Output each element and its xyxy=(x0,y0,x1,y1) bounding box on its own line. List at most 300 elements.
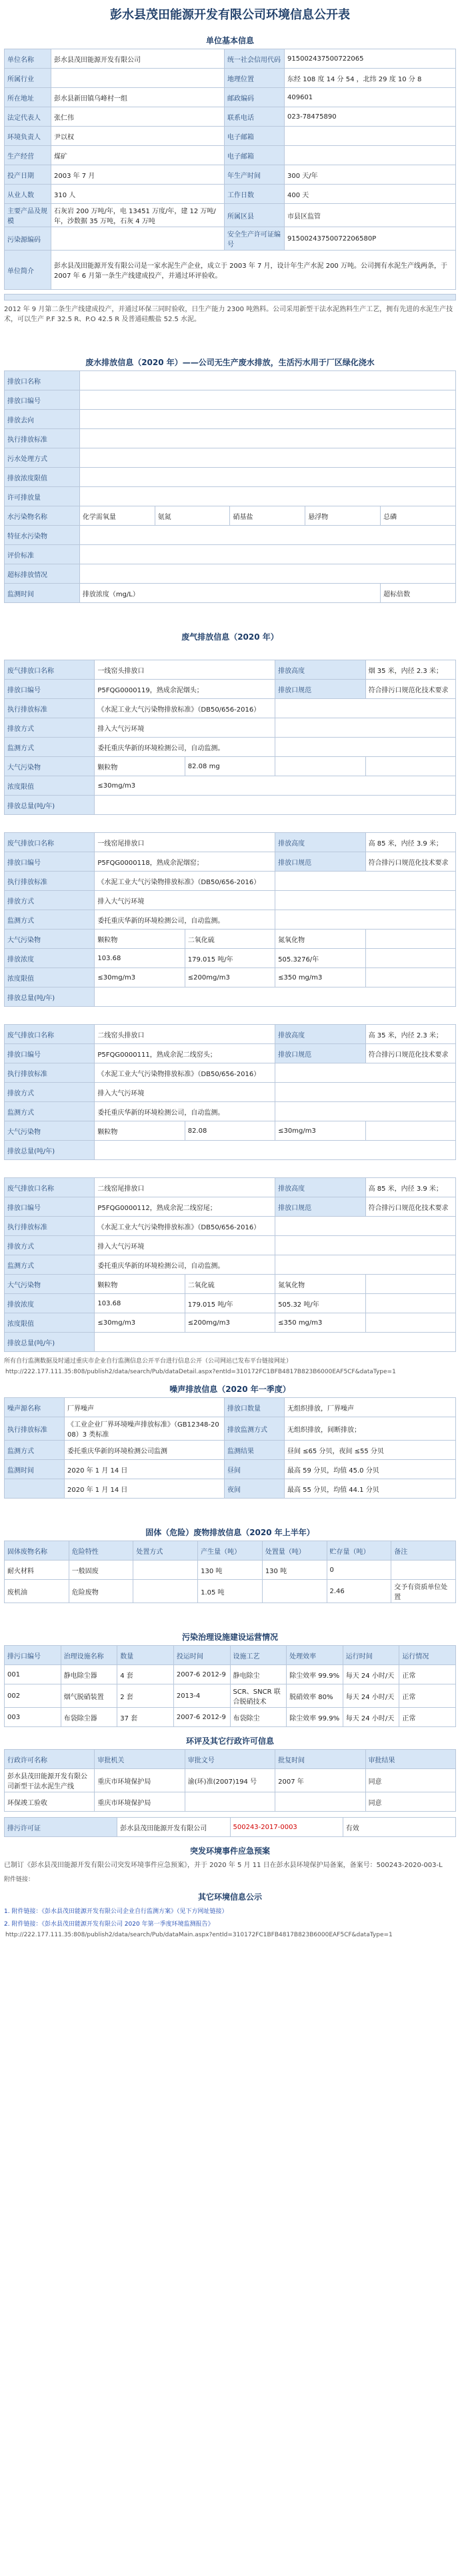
basic-row xyxy=(5,146,456,165)
air-outlet-table xyxy=(4,660,456,815)
air-label: 排放高度 xyxy=(275,1178,365,1197)
air-label: 执行排放标准 xyxy=(5,699,95,718)
air-value: 高 85 米，内径 3.9 米； xyxy=(365,833,455,852)
eia-cell: 环保竣工验收 xyxy=(5,1792,95,1812)
air-value: 505.32 吨/年 xyxy=(275,1294,365,1313)
air-empty xyxy=(365,1275,455,1294)
air-label: 废气排放口名称 xyxy=(5,660,95,680)
water-value xyxy=(79,545,455,564)
field-value: 400 天 xyxy=(285,185,456,204)
field-label: 联系电话 xyxy=(225,107,285,127)
air-empty xyxy=(275,699,456,718)
air-value: 颗粒物 xyxy=(95,1121,185,1141)
field-label: 工作日数 xyxy=(225,185,285,204)
air-label: 排放总量(吨/年) xyxy=(5,987,95,1007)
facility-cell: 静电除尘器 xyxy=(61,1665,117,1684)
water-value xyxy=(79,564,455,584)
waste-cell: 2.46 xyxy=(327,1580,391,1603)
air-value: P5FQG0000119，熟成余泥烟头； xyxy=(95,680,275,699)
waste-table xyxy=(4,1541,456,1603)
eia-section-title: 环评及其它行政许可信息 xyxy=(185,1736,274,1746)
air-value: 二线窑头排放口 xyxy=(95,1025,275,1044)
air-value: ≤200mg/m3 xyxy=(185,968,275,987)
facility-cell: 除尘效率 99.9% xyxy=(287,1708,343,1727)
noise-label: 排放口数量 xyxy=(225,1398,285,1417)
monitor-link[interactable]: http://222.177.111.35:808/publish2/data/search/Pub/dataDetail.aspx?entId=310172FC1BFB4817B823B6000EAF5CF&dataType=1 xyxy=(5,1369,396,1375)
eia-header: 行政许可名称 xyxy=(5,1750,95,1769)
air-value: 烟 35 米，内径 2.3 米； xyxy=(365,660,455,680)
air-value: 委托重庆华新的环境检测公司，自动监测。 xyxy=(95,1102,275,1121)
field-label: 所在地址 xyxy=(5,88,51,107)
water-pollutant: 总磷 xyxy=(381,506,456,526)
facility-header: 排污口编号 xyxy=(5,1646,61,1665)
water-pollutant: 水污染物名称 xyxy=(5,506,80,526)
waste-cell: 交予有资质单位处置 xyxy=(391,1580,456,1603)
field-label: 投产日期 xyxy=(5,165,51,185)
air-label: 大气污染物 xyxy=(5,930,95,949)
air-value: ≤350 mg/m3 xyxy=(275,968,365,987)
air-value: 氮氧化物 xyxy=(275,930,365,949)
water-pollutant: 悬浮物 xyxy=(305,506,381,526)
facility-header: 设施工艺 xyxy=(230,1646,287,1665)
eia-cell: 渝(环)准(2007)194 号 xyxy=(185,1769,275,1792)
air-empty xyxy=(365,757,455,776)
field-value xyxy=(285,127,456,146)
air-label: 排放高度 xyxy=(275,660,365,680)
air-label: 监测方式 xyxy=(5,1102,95,1121)
air-empty xyxy=(365,968,455,987)
water-label: 排放浓度限值 xyxy=(5,468,80,487)
facility-cell: 布袋除尘 xyxy=(230,1708,287,1727)
facility-section-title: 污染治理设施建设运营情况 xyxy=(181,1632,278,1642)
air-value: 《水泥工业大气污染物排放标准》（DB50/656-2016） xyxy=(95,1063,275,1083)
air-empty xyxy=(275,872,456,891)
eia-header: 批复时间 xyxy=(275,1750,365,1769)
air-empty xyxy=(95,1333,456,1352)
other-link[interactable]: http://222.177.111.35:808/publish2/data/search/Pub/dataMain.aspx?entId=310172FC1BFB4817B823B6000EAF5CF&dataType=1 xyxy=(5,1932,393,1938)
water-unit: 排放浓度（mg/L） xyxy=(79,584,380,603)
air-label: 废气排放口名称 xyxy=(5,833,95,852)
field-value: 2003 年 7 月 xyxy=(51,165,225,185)
field-label: 所属行业 xyxy=(5,69,51,88)
facility-cell: 正常 xyxy=(399,1708,456,1727)
waste-cell xyxy=(133,1561,198,1580)
field-value: 310 人 xyxy=(51,185,225,204)
air-value: 82.08 mg xyxy=(185,757,275,776)
facility-header: 运行时间 xyxy=(343,1646,399,1665)
field-label: 统一社会信用代码 xyxy=(225,49,285,69)
water-label: 排放口名称 xyxy=(5,371,80,390)
facility-header: 治理设施名称 xyxy=(61,1646,117,1665)
air-label: 废气排放口名称 xyxy=(5,1025,95,1044)
air-value: ≤200mg/m3 xyxy=(185,1313,275,1333)
noise-label: 监测结果 xyxy=(225,1441,285,1460)
air-label: 大气污染物 xyxy=(5,1275,95,1294)
facility-cell: SCR、SNCR 联合脱硝技术 xyxy=(230,1684,287,1708)
air-empty xyxy=(275,910,456,930)
eia-cell: 重庆市环境保护局 xyxy=(95,1792,185,1812)
divider xyxy=(4,294,456,301)
air-outlet-table xyxy=(4,832,456,1007)
air-value: 符合排污口规范化技术要求 xyxy=(365,1197,455,1217)
noise-label: 夜间 xyxy=(225,1479,285,1499)
air-label: 监测方式 xyxy=(5,738,95,757)
water-label: 执行排放标准 xyxy=(5,429,80,448)
eia-header: 审批机关 xyxy=(95,1750,185,1769)
waste-cell: 130 吨 xyxy=(198,1561,263,1580)
noise-label: 排放监测方式 xyxy=(225,1417,285,1441)
water-value xyxy=(79,429,455,448)
facility-cell: 2 套 xyxy=(117,1684,174,1708)
field-value: 东经 108 度 14 分 54 ，北纬 29 度 10 分 8 xyxy=(285,69,456,88)
noise-label: 执行排放标准 xyxy=(5,1417,65,1441)
waste-cell: 1.05 吨 xyxy=(198,1580,263,1603)
air-label: 执行排放标准 xyxy=(5,1217,95,1236)
field-value: 彭水县茂田能源开发有限公司是一家水泥生产企业，成立于 2003 年 7 月，设计年生产水泥 200 万吨。公司拥有水泥生产线两条，于 2007 年 6 月第一条生产线建成投产，并通过环评验收。 xyxy=(51,251,456,290)
air-empty xyxy=(275,1255,456,1275)
field-label: 电子邮箱 xyxy=(225,127,285,146)
field-value xyxy=(51,69,225,88)
emergency-section-title: 突发环境事件应急预案 xyxy=(189,1846,270,1856)
air-label: 排放口编号 xyxy=(5,680,95,699)
field-value: 尹以权 xyxy=(51,127,225,146)
air-label: 排放方式 xyxy=(5,1083,95,1102)
eia-cell: 彭水县茂田能源开发有限公司新型干法水泥生产线 xyxy=(5,1769,95,1792)
air-value: ≤30mg/m3 xyxy=(95,1313,185,1333)
facility-cell: 003 xyxy=(5,1708,61,1727)
waste-cell xyxy=(391,1561,456,1580)
field-value: 彭水县茂田能源开发有限公司 xyxy=(51,49,225,69)
basic-row xyxy=(5,227,456,251)
field-value: 023-78475890 xyxy=(285,107,456,127)
field-value: 市县区监管 xyxy=(285,204,456,227)
water-value xyxy=(79,526,455,545)
field-value: 300 天/年 xyxy=(285,165,456,185)
noise-label: 监测时间 xyxy=(5,1460,65,1479)
air-value: 氮氧化物 xyxy=(275,1275,365,1294)
facility-cell: 2007-6 2012-9 xyxy=(173,1708,230,1727)
noise-value: 无组织排放，间断排放； xyxy=(285,1417,456,1441)
noise-value: 厂界噪声 xyxy=(65,1398,225,1417)
air-value: 颗粒物 xyxy=(95,757,185,776)
field-label: 地理位置 xyxy=(225,69,285,88)
air-value: 103.68 xyxy=(95,1294,185,1313)
noise-label: 监测方式 xyxy=(5,1441,65,1460)
air-label: 排放总量(吨/年) xyxy=(5,1141,95,1160)
air-empty xyxy=(365,1294,455,1313)
facility-cell: 每天 24 小时/天 xyxy=(343,1684,399,1708)
facility-header: 运行情况 xyxy=(399,1646,456,1665)
air-empty xyxy=(275,738,456,757)
air-empty xyxy=(365,1121,455,1141)
facility-table xyxy=(4,1645,456,1727)
waste-header: 固体废物名称 xyxy=(5,1541,69,1561)
air-label: 浓度限值 xyxy=(5,776,95,796)
field-label: 年生产时间 xyxy=(225,165,285,185)
other-section-title: 其它环境信息公示 xyxy=(197,1892,262,1902)
waste-header: 危险特性 xyxy=(69,1541,133,1561)
air-empty xyxy=(275,891,456,910)
basic-row xyxy=(5,165,456,185)
air-value: 颗粒物 xyxy=(95,930,185,949)
eia-cell: 同意 xyxy=(365,1769,455,1792)
air-value: 颗粒物 xyxy=(95,1275,185,1294)
air-value: 《水泥工业大气污染物排放标准》（DB50/656-2016） xyxy=(95,1217,275,1236)
eia-cell xyxy=(185,1792,275,1812)
facility-cell: 37 套 xyxy=(117,1708,174,1727)
air-label: 执行排放标准 xyxy=(5,1063,95,1083)
basic-row xyxy=(5,88,456,107)
field-value: 石灰岩 200 万吨/年，电 13451 万度/年，建 12 万吨/年，沙数据 35 万吨，石灰 4 万吨 xyxy=(51,204,225,227)
air-section-title: 废气排放信息（2020 年） xyxy=(181,632,279,642)
air-label: 大气污染物 xyxy=(5,1121,95,1141)
waste-header: 产生量（吨） xyxy=(198,1541,263,1561)
air-value: 二线窑尾排放口 xyxy=(95,1178,275,1197)
water-value xyxy=(79,487,455,506)
field-value: 张仁伟 xyxy=(51,107,225,127)
air-label: 废气排放口名称 xyxy=(5,1178,95,1197)
air-value: 高 35 米，内径 2.3 米； xyxy=(365,1025,455,1044)
eia-cell xyxy=(275,1792,365,1812)
air-value: 179.015 吨/年 xyxy=(185,949,275,968)
field-value: 91500243750072206580P xyxy=(285,227,456,251)
eia-cell: 重庆市环境保护局 xyxy=(95,1769,185,1792)
air-label: 执行排放标准 xyxy=(5,872,95,891)
field-label: 单位名称 xyxy=(5,49,51,69)
water-pollutant: 氨氮 xyxy=(155,506,230,526)
field-label: 电子邮箱 xyxy=(225,146,285,165)
air-empty xyxy=(275,1217,456,1236)
facility-cell: 正常 xyxy=(399,1684,456,1708)
facility-cell: 烟气脱硝装置 xyxy=(61,1684,117,1708)
air-empty xyxy=(365,930,455,949)
water-section-title: 废水排放信息（2020 年）——公司无生产废水排放，生活污水用于厂区绿化浇水 xyxy=(85,358,375,367)
basic-section-title: 单位基本信息 xyxy=(205,36,254,45)
air-value: ≤30mg/m3 xyxy=(95,968,185,987)
facility-cell: 2007-6 2012-9 xyxy=(173,1665,230,1684)
field-label: 环境负责人 xyxy=(5,127,51,146)
air-value: 《水泥工业大气污染物排放标准》（DB50/656-2016） xyxy=(95,699,275,718)
air-label: 排放高度 xyxy=(275,833,365,852)
air-empty xyxy=(95,1141,456,1160)
field-label: 主要产品及规模 xyxy=(5,204,51,227)
waste-cell: 一般固废 xyxy=(69,1561,133,1580)
noise-value: 2020 年 1 月 14 日 xyxy=(65,1479,225,1499)
noise-label: 噪声源名称 xyxy=(5,1398,65,1417)
waste-cell: 130 吨 xyxy=(262,1561,327,1580)
air-label: 监测方式 xyxy=(5,910,95,930)
noise-value: 最高 55 分贝，均值 44.1 分贝 xyxy=(285,1479,456,1499)
basic-row xyxy=(5,49,456,69)
other-item-1[interactable]: 1. 附件链接：《彭水县茂田能源开发有限公司企业自行监测方案》（见下方网址链接） xyxy=(4,1908,228,1915)
air-value: 排入大气污环境 xyxy=(95,891,275,910)
field-label: 所属区县 xyxy=(225,204,285,227)
air-empty xyxy=(275,1083,456,1102)
basic-row xyxy=(5,107,456,127)
air-value: 82.08 xyxy=(185,1121,275,1141)
self-monitor-note: 所有自行监测数据及时通过重庆市企业自行监测信息公开平台进行信息公开（公司网站已发布平台链接网址） xyxy=(4,1358,293,1365)
facility-cell: 每天 24 小时/天 xyxy=(343,1665,399,1684)
air-empty xyxy=(275,1102,456,1121)
air-empty xyxy=(365,1313,455,1333)
noise-value: 《工业企业厂界环境噪声排放标准》（GB12348-2008）3 类标准 xyxy=(65,1417,225,1441)
air-value: 103.68 xyxy=(95,949,185,968)
air-label: 监测方式 xyxy=(5,1255,95,1275)
waste-cell: 废机油 xyxy=(5,1580,69,1603)
facility-cell: 4 套 xyxy=(117,1665,174,1684)
air-value: 排入大气污环境 xyxy=(95,1236,275,1255)
water-value xyxy=(79,371,455,390)
air-label: 浓度限值 xyxy=(5,1313,95,1333)
other-item-2[interactable]: 2. 附件链接：《彭水县茂田能源开发有限公司 2020 年第一季度环境监测报告》 xyxy=(4,1921,214,1928)
air-label: 排放方式 xyxy=(5,891,95,910)
air-empty xyxy=(275,1236,456,1255)
field-label: 安全生产许可证编号 xyxy=(225,227,285,251)
waste-header: 备注 xyxy=(391,1541,456,1561)
field-label: 生产经营 xyxy=(5,146,51,165)
air-value: 排入大气污环境 xyxy=(95,1083,275,1102)
water-label: 特征水污染物 xyxy=(5,526,80,545)
waste-header: 贮存量（吨） xyxy=(327,1541,391,1561)
noise-value: 昼间 ≤65 分贝，夜间 ≤55 分贝 xyxy=(285,1441,456,1460)
water-label: 排放去向 xyxy=(5,410,80,429)
field-label: 法定代表人 xyxy=(5,107,51,127)
water-value xyxy=(79,390,455,410)
facility-cell: 每天 24 小时/天 xyxy=(343,1708,399,1727)
air-value: 二氧化硫 xyxy=(185,1275,275,1294)
facility-cell: 静电除尘 xyxy=(230,1665,287,1684)
facility-cell: 001 xyxy=(5,1665,61,1684)
air-label: 排放口编号 xyxy=(5,852,95,872)
field-value xyxy=(285,146,456,165)
air-label: 排放口规范 xyxy=(275,1044,365,1063)
basic-row xyxy=(5,251,456,290)
air-empty xyxy=(365,949,455,968)
air-value: 二氧化硫 xyxy=(185,930,275,949)
water-limit-label: 监测时间 xyxy=(5,584,80,603)
air-value: P5FQG0000118，熟成余泥烟窑； xyxy=(95,852,275,872)
water-value xyxy=(79,448,455,468)
waste-cell: 危险废物 xyxy=(69,1580,133,1603)
waste-cell xyxy=(133,1580,198,1603)
water-unit2: 超标倍数 xyxy=(381,584,456,603)
permit-number: 500243-2017-0003 xyxy=(230,1818,343,1837)
air-label: 排放总量(吨/年) xyxy=(5,796,95,815)
basic-info-table xyxy=(4,49,456,290)
waste-cell: 耐火材料 xyxy=(5,1561,69,1580)
noise-value: 无组织排放，厂界噪声 xyxy=(285,1398,456,1417)
air-label: 排放浓度 xyxy=(5,1294,95,1313)
facility-cell: 脱硝效率 80% xyxy=(287,1684,343,1708)
water-label: 排放口编号 xyxy=(5,390,80,410)
facility-header: 数量 xyxy=(117,1646,174,1665)
waste-cell: 0 xyxy=(327,1561,391,1580)
air-value: 委托重庆华新的环境检测公司，自动监测。 xyxy=(95,910,275,930)
air-label: 排放口编号 xyxy=(5,1044,95,1063)
permit-label: 排污许可证 xyxy=(5,1818,117,1837)
air-value: P5FQG0000112，熟成余泥二线窑尾； xyxy=(95,1197,275,1217)
air-label: 浓度限值 xyxy=(5,968,95,987)
facility-header: 投运时间 xyxy=(173,1646,230,1665)
air-value: 排入大气污环境 xyxy=(95,718,275,738)
noise-label: 昼间 xyxy=(225,1460,285,1479)
eia-cell: 同意 xyxy=(365,1792,455,1812)
field-value: 煤矿 xyxy=(51,146,225,165)
eia-table xyxy=(4,1749,456,1812)
air-empty xyxy=(275,718,456,738)
water-label: 许可排放量 xyxy=(5,487,80,506)
air-outlet-table xyxy=(4,1024,456,1160)
permit-table xyxy=(4,1817,456,1837)
field-label: 单位简介 xyxy=(5,251,51,290)
facility-cell: 2013-4 xyxy=(173,1684,230,1708)
facility-header: 处理效率 xyxy=(287,1646,343,1665)
air-label: 排放方式 xyxy=(5,718,95,738)
page-title: 彭水县茂田能源开发有限公司环境信息公开表 xyxy=(110,8,350,22)
waste-section-title: 固体（危险）废物排放信息（2020 年上半年） xyxy=(145,1528,315,1537)
basic-row xyxy=(5,185,456,204)
field-label: 污染源编码 xyxy=(5,227,51,251)
facility-cell: 002 xyxy=(5,1684,61,1708)
noise-table xyxy=(4,1397,456,1499)
water-label: 污水处理方式 xyxy=(5,448,80,468)
air-label: 排放口规范 xyxy=(275,852,365,872)
water-label: 超标排放情况 xyxy=(5,564,80,584)
eia-header: 审批结果 xyxy=(365,1750,455,1769)
air-value: 符合排污口规范化技术要求 xyxy=(365,680,455,699)
emergency-text: 已制订《彭水县茂田能源开发有限公司突发环境事件应急预案》，并于 2020 年 5 月 11 日在彭水县环境保护局备案，备案号：500243-2020-003-L xyxy=(4,1862,443,1869)
air-value: ≤350 mg/m3 xyxy=(275,1313,365,1333)
permit-status: 有效 xyxy=(343,1818,455,1837)
air-value: 符合排污口规范化技术要求 xyxy=(365,1044,455,1063)
noise-value: 最高 59 分贝，均值 45.0 分贝 xyxy=(285,1460,456,1479)
noise-value: 委托重庆华新的环境检测公司监测 xyxy=(65,1441,225,1460)
facility-cell: 正常 xyxy=(399,1665,456,1684)
air-empty xyxy=(95,796,456,815)
water-value xyxy=(79,410,455,429)
water-value xyxy=(79,468,455,487)
waste-cell xyxy=(262,1580,327,1603)
field-value: 彭水县新田镇乌峰村一组 xyxy=(51,88,225,107)
noise-label xyxy=(5,1479,65,1499)
field-value xyxy=(51,227,225,251)
water-table xyxy=(4,370,456,603)
basic-row xyxy=(5,204,456,227)
air-empty xyxy=(275,1063,456,1083)
permit-holder: 彭水县茂田能源开发有限公司 xyxy=(117,1818,230,1837)
noise-value: 2020 年 1 月 14 日 xyxy=(65,1460,225,1479)
air-label: 排放高度 xyxy=(275,1025,365,1044)
air-value: 《水泥工业大气污染物排放标准》（DB50/656-2016） xyxy=(95,872,275,891)
air-outlets xyxy=(0,660,460,1352)
field-value: 409601 xyxy=(285,88,456,107)
air-value: 179.015 吨/年 xyxy=(185,1294,275,1313)
air-value: 委托重庆华新的环境检测公司，自动监测。 xyxy=(95,1255,275,1275)
air-label: 排放浓度 xyxy=(5,949,95,968)
air-value: ≤30mg/m3 xyxy=(95,776,456,796)
water-pollutant: 化学需氧量 xyxy=(79,506,155,526)
air-label: 大气污染物 xyxy=(5,757,95,776)
air-value: ≤30mg/m3 xyxy=(275,1121,365,1141)
air-empty xyxy=(95,987,456,1007)
basic-row xyxy=(5,127,456,146)
air-value xyxy=(275,757,365,776)
waste-header: 处置方式 xyxy=(133,1541,198,1561)
air-value: 一线窑尾排放口 xyxy=(95,833,275,852)
field-value: 915002437500722065 xyxy=(285,49,456,69)
basic-row xyxy=(5,69,456,88)
air-label: 排放方式 xyxy=(5,1236,95,1255)
